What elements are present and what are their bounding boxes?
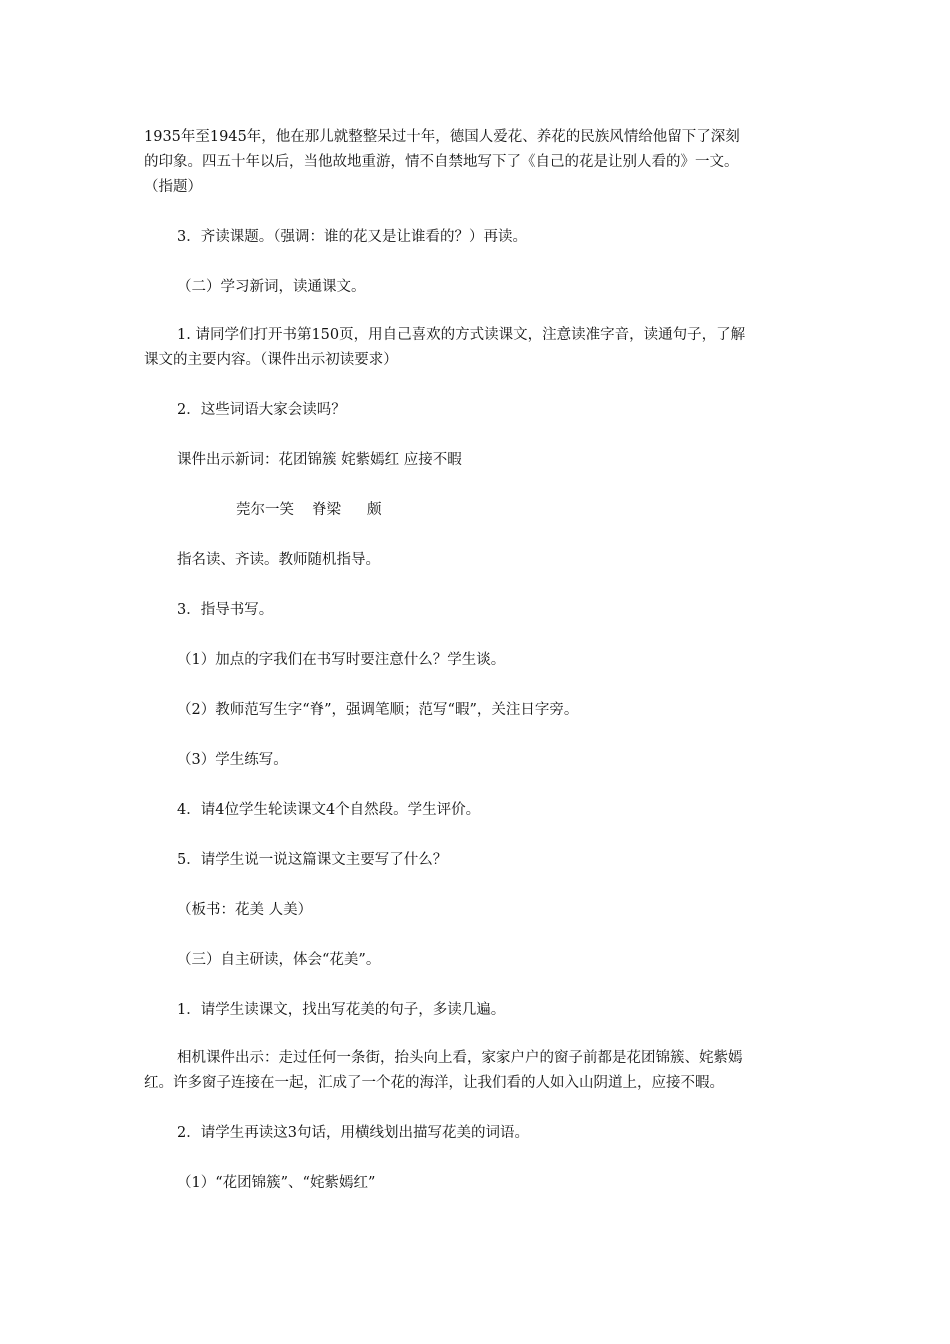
read-guidance: 指名读、齐读。教师随机指导。 [177, 552, 380, 568]
writing-step-3: （3）学生练写。 [177, 752, 288, 768]
step-4-round-reading: 4．请4位学生轮读课文4个自然段。学生评价。 [177, 802, 481, 818]
section-3-heading: （三）自主研读，体会“花美”。 [177, 952, 381, 968]
section-3-step-2-sub-1: （1）“花团锦簇”、“姹紫嫣红” [177, 1175, 376, 1191]
writing-guidance-heading: 3．指导书写。 [177, 602, 274, 618]
courseware-line-2: 红。许多窗子连接在一起，汇成了一个花的海洋，让我们看的人如入山阴道上，应接不暇。 [144, 1075, 724, 1091]
writing-step-1: （1）加点的字我们在书写时要注意什么？学生谈。 [177, 652, 506, 668]
open-book-line-1: 1. 请同学们打开书第150页，用自己喜欢的方式读课文，注意读准字音，读通句子，了解 [177, 327, 746, 343]
section-2-heading: （二）学习新词，读通课文。 [177, 279, 366, 295]
section-3-step-1: 1．请学生读课文，找出写花美的句子，多读几遍。 [177, 1002, 506, 1018]
word-guaner-yixiao: 莞尔一笑 [236, 502, 294, 518]
step-5-summary: 5．请学生说一说这篇课文主要写了什么？ [177, 852, 448, 868]
writing-step-2: （2）教师范写生字“脊”，强调笔顺；范写“暇”，关注日字旁。 [177, 702, 579, 718]
intro-line-1: 1935年至1945年，他在那儿就整整呆过十年，德国人爱花、养花的民族风情给他留下了深刻 [144, 129, 740, 145]
open-book-line-2: 课文的主要内容。（课件出示初读要求） [144, 352, 398, 368]
word-jiliang: 脊梁 [312, 502, 341, 518]
intro-line-2: 的印象。四五十年以后，当他故地重游，情不自禁地写下了《自己的花是让别人看的》一文。 [144, 154, 739, 170]
courseware-line-1: 相机课件出示：走过任何一条街，抬头向上看，家家户户的窗子前都是花团锦簇、姹紫嫣 [177, 1050, 743, 1066]
words-row-2 [144, 498, 809, 522]
board-notes: （板书：花美 人美） [177, 902, 313, 918]
words-courseware: 课件出示新词：花团锦簇 姹紫嫣红 应接不暇 [177, 452, 462, 468]
words-question: 2．这些词语大家会读吗？ [177, 402, 346, 418]
step-3-read-title: 3．齐读课题。（强调：谁的花又是让谁看的？）再读。 [177, 229, 527, 245]
word-po: 颇 [367, 502, 382, 518]
intro-line-3: （指题） [144, 179, 202, 195]
section-3-step-2: 2．请学生再读这3句话，用横线划出描写花美的词语。 [177, 1125, 529, 1141]
